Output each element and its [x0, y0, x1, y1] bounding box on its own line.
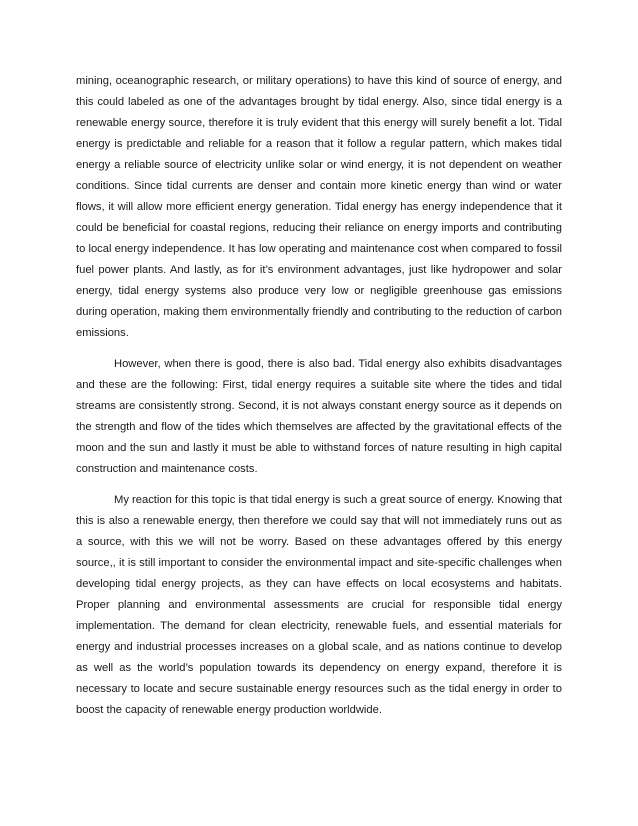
- paragraph-advantages: mining, oceanographic research, or military operations) to have this kind of source of energy, and this could labeled as one of the advantages brought by tidal energy. Also, since tidal energy is a renewable energy source, therefore it is truly evident that this energy will surely benefit a lot. Tidal energy is predictable and reliable for a reason that it follow a regular pattern, which makes tidal energy a reliable source of electricity unlike solar or wind energy, it is not dependent on weather conditions. Since tidal currents are denser and contain more kinetic energy than wind or water flows, it will allow more efficient energy generation. Tidal energy has energy independence that it could be beneficial for coastal regions, reducing their reliance on energy imports and contributing to local energy independence. It has low operating and maintenance cost when compared to fossil fuel power plants. And lastly, as for it’s environment advantages, just like hydropower and solar energy, tidal energy systems also produce very low or negligible greenhouse gas emissions during operation, making them environmentally friendly and contributing to the reduction of carbon emissions.: [76, 75, 562, 339]
- document-body: [76, 71, 562, 731]
- paragraph-reaction: My reaction for this topic is that tidal energy is such a great source of energy. Knowing that this is also a renewable energy, then therefore we could say that will not immediately runs out as a source, with this we will not be worry. Based on these advantages offered by this energy source,, it is still important to consider the environmental impact and site-specific challenges when developing tidal energy projects, as they can have effects on local ecosystems and habitats. Proper planning and environmental assessments are crucial for responsible tidal energy implementation. The demand for clean electricity, renewable fuels, and essential materials for energy and industrial processes increases on a global scale, and as nations continue to develop as well as the world’s population towards its dependency on energy expand, therefore it is necessary to locate and secure sustainable energy resources such as the tidal energy in order to boost the capacity of renewable energy production worldwide.: [76, 494, 562, 716]
- paragraph-disadvantages: However, when there is good, there is also bad. Tidal energy also exhibits disadvantages and these are the following: First, tidal energy requires a suitable site where the tides and tidal streams are consistently strong. Second, it is not always constant energy source as it depends on the strength and flow of the tides which themselves are affected by the gravitational effects of the moon and the sun and lastly it must be able to withstand forces of nature resulting in high capital construction and maintenance costs.: [76, 358, 562, 475]
